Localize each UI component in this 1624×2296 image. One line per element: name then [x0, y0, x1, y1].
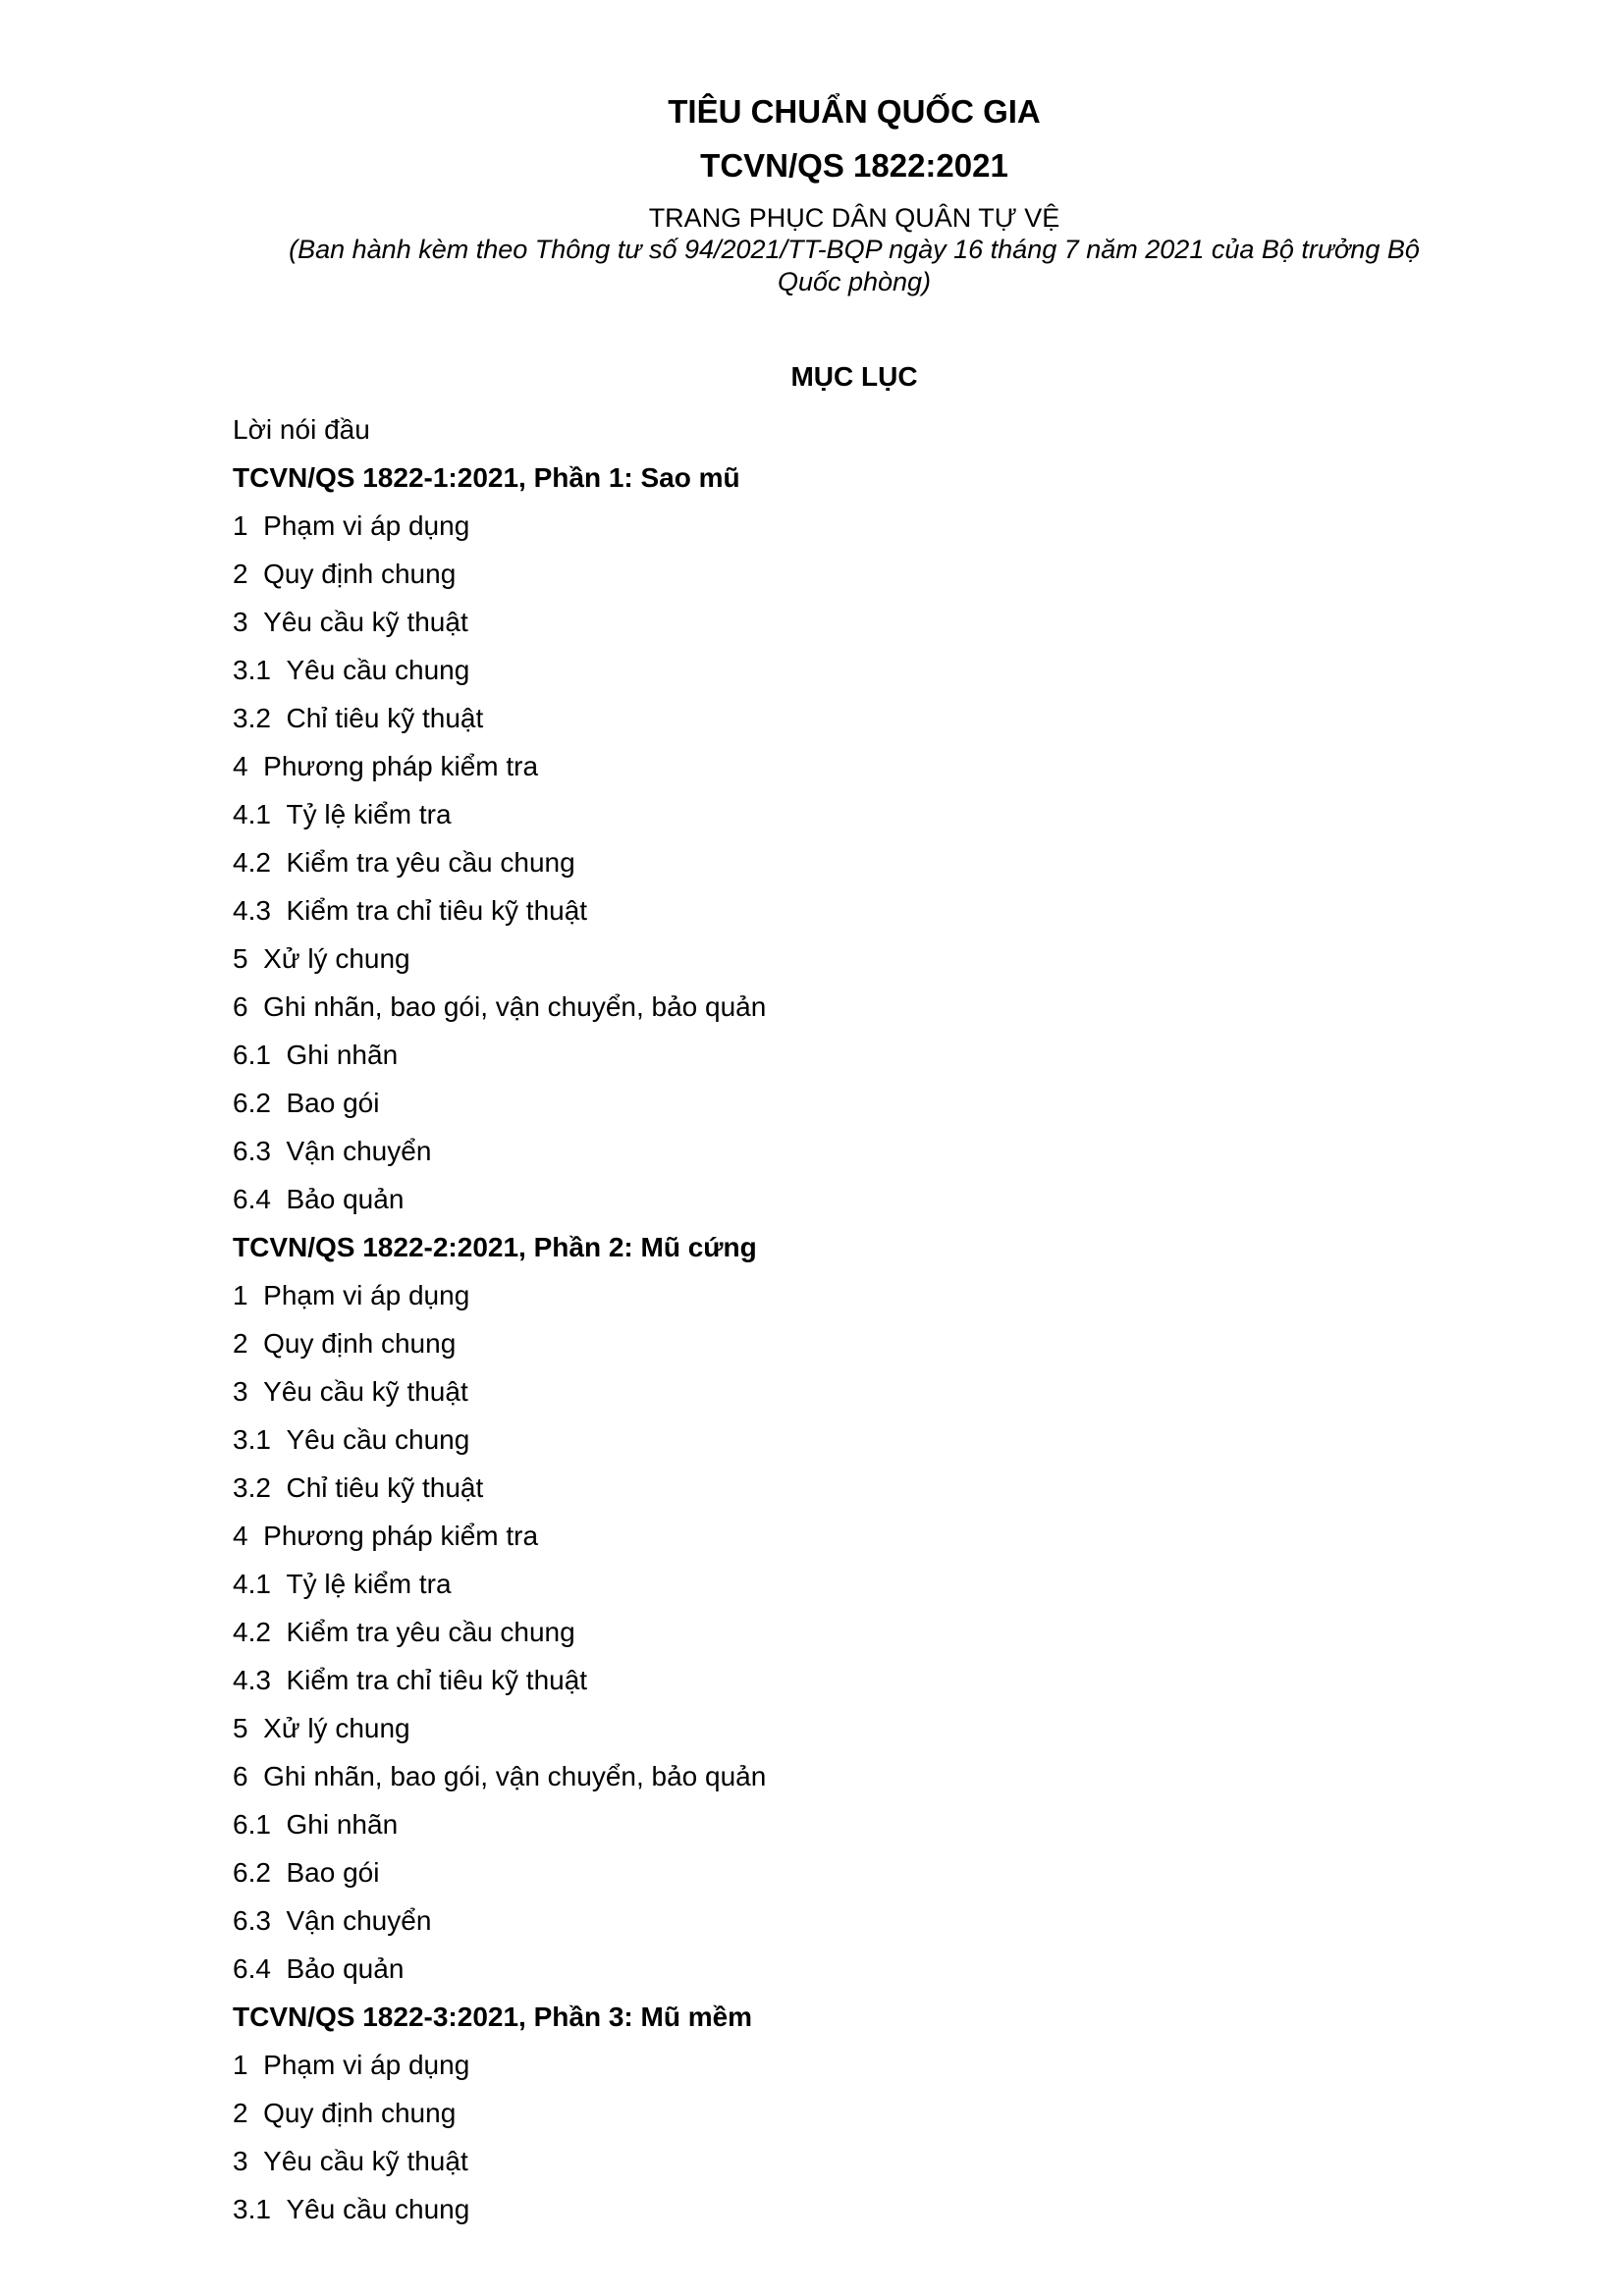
toc-entry-number: 6.2	[233, 1088, 271, 1118]
toc-entry-number: 6.2	[233, 1857, 271, 1888]
toc-entry	[233, 1175, 1411, 1223]
toc-entry	[233, 2185, 1411, 2233]
toc-entry	[233, 2089, 1411, 2137]
toc-entry-text: Vận chuyển	[286, 1136, 432, 1166]
toc-entry	[233, 934, 1411, 983]
toc-entry-text: Ghi nhãn	[286, 1809, 399, 1840]
toc-entry-text: Kiểm tra yêu cầu chung	[286, 847, 575, 878]
toc-entry-number: 2	[233, 1328, 248, 1359]
toc-entry	[233, 1127, 1411, 1175]
toc-entry	[233, 1656, 1411, 1704]
toc-entry	[233, 2137, 1411, 2185]
toc-entry	[233, 598, 1411, 646]
toc-entry-number: 6.3	[233, 1136, 271, 1166]
toc-entry	[233, 1031, 1411, 1079]
toc-entry	[233, 502, 1411, 550]
toc-entry-number: 3.1	[233, 2194, 271, 2224]
toc-entry	[233, 1608, 1411, 1656]
toc-entry-text: Quy định chung	[263, 2098, 457, 2128]
toc-entry-text: Tỷ lệ kiểm tra	[286, 1569, 452, 1599]
toc-entry-number: 2	[233, 2098, 248, 2128]
toc-entry-number: 5	[233, 943, 248, 974]
toc-entry-number: 3	[233, 1376, 248, 1407]
toc-entry	[233, 1848, 1411, 1896]
toc-entry-number: 4	[233, 751, 248, 781]
toc-entry	[233, 886, 1411, 934]
toc-heading: MỤC LỤC	[790, 361, 918, 392]
toc-entry-text: Lời nói đầu	[233, 414, 370, 445]
toc-entry-text: Ghi nhãn, bao gói, vận chuyển, bảo quản	[263, 991, 767, 1022]
toc-entry-text: Bảo quản	[286, 1184, 405, 1214]
toc-entry	[233, 694, 1411, 742]
toc-entry	[233, 1319, 1411, 1367]
toc-entry	[233, 550, 1411, 598]
toc-entry-text: Ghi nhãn	[286, 1040, 399, 1070]
standard-subtitle: TRANG PHỤC DÂN QUÂN TỰ VỆ	[648, 203, 1060, 233]
toc-entry-text: Phương pháp kiểm tra	[263, 1521, 539, 1551]
toc-entry-text: Xử lý chung	[263, 943, 410, 974]
toc-list	[233, 405, 1411, 2233]
toc-entry-text: TCVN/QS 1822-2:2021, Phần 2: Mũ cứng	[233, 1232, 757, 1262]
toc-entry-text: Kiểm tra chỉ tiêu kỹ thuật	[286, 1665, 588, 1695]
toc-entry-text: TCVN/QS 1822-1:2021, Phần 1: Sao mũ	[233, 462, 740, 493]
toc-entry-number: 4.3	[233, 1665, 271, 1695]
toc-entry-text: Yêu cầu chung	[286, 1424, 470, 1455]
toc-entry-text: Yêu cầu kỹ thuật	[263, 2146, 468, 2176]
toc-entry-text: Phương pháp kiểm tra	[263, 751, 539, 781]
toc-entry-text: Quy định chung	[263, 559, 457, 589]
toc-entry-number: 3.2	[233, 703, 271, 733]
issued-note: (Ban hành kèm theo Thông tư số 94/2021/TT-BQP ngày 16 tháng 7 năm 2021 của Bộ trưởng Bộ Quốc phòng)	[289, 235, 1420, 296]
standard-code: TCVN/QS 1822:2021	[700, 147, 1008, 184]
toc-entry-number: 4.2	[233, 847, 271, 878]
toc-entry	[233, 1896, 1411, 1945]
toc-entry-number: 1	[233, 2050, 248, 2080]
toc-entry-text: Yêu cầu chung	[286, 2194, 470, 2224]
toc-entry	[233, 1945, 1411, 1993]
toc-entry-number: 4.2	[233, 1617, 271, 1647]
toc-entry-number: 6.4	[233, 1184, 271, 1214]
toc-entry-number: 2	[233, 559, 248, 589]
toc-entry-number: 4	[233, 1521, 248, 1551]
toc-entry-number: 4.3	[233, 895, 271, 926]
standard-title: TIÊU CHUẨN QUỐC GIA	[668, 93, 1041, 130]
toc-entry	[233, 1079, 1411, 1127]
toc-entry	[233, 983, 1411, 1031]
toc-entry-text: Bao gói	[286, 1857, 380, 1888]
toc-entry-text: Chỉ tiêu kỹ thuật	[286, 1472, 484, 1503]
toc-entry-number: 3	[233, 2146, 248, 2176]
toc-entry-text: Chỉ tiêu kỹ thuật	[286, 703, 484, 733]
toc-entry	[233, 1752, 1411, 1800]
toc-entry-number: 3	[233, 607, 248, 637]
toc-entry-number: 6	[233, 991, 248, 1022]
toc-entry-text: Phạm vi áp dụng	[263, 510, 470, 541]
toc-entry	[233, 838, 1411, 886]
toc-entry-number: 6.4	[233, 1953, 271, 1984]
toc-entry	[233, 1415, 1411, 1464]
toc-entry-text: Yêu cầu kỹ thuật	[263, 1376, 468, 1407]
toc-entry-text: Bảo quản	[286, 1953, 405, 1984]
toc-part-heading	[233, 454, 1411, 502]
toc-entry-text: Yêu cầu chung	[286, 655, 470, 685]
toc-entry-number: 6	[233, 1761, 248, 1791]
toc-entry-text: Kiểm tra chỉ tiêu kỹ thuật	[286, 895, 588, 926]
toc-entry-text: Tỷ lệ kiểm tra	[286, 799, 452, 829]
toc-entry-text: Phạm vi áp dụng	[263, 1280, 470, 1310]
toc-entry-number: 3.2	[233, 1472, 271, 1503]
toc-entry-number: 1	[233, 1280, 248, 1310]
toc-entry-text: Vận chuyển	[286, 1905, 432, 1936]
toc-entry	[233, 1367, 1411, 1415]
toc-entry-number: 3.1	[233, 1424, 271, 1455]
toc-entry-text: Quy định chung	[263, 1328, 457, 1359]
toc-entry-text: Ghi nhãn, bao gói, vận chuyển, bảo quản	[263, 1761, 767, 1791]
toc-entry	[233, 405, 1411, 454]
toc-entry	[233, 1800, 1411, 1848]
toc-entry	[233, 1704, 1411, 1752]
toc-entry-number: 5	[233, 1713, 248, 1743]
toc-entry-text: Yêu cầu kỹ thuật	[263, 607, 468, 637]
toc-entry-number: 6.1	[233, 1040, 271, 1070]
toc-entry-number: 4.1	[233, 1569, 271, 1599]
toc-entry	[233, 1271, 1411, 1319]
toc-entry-text: Bao gói	[286, 1088, 380, 1118]
toc-entry-number: 6.3	[233, 1905, 271, 1936]
toc-entry-number: 3.1	[233, 655, 271, 685]
toc-part-heading	[233, 1223, 1411, 1271]
toc-entry	[233, 1512, 1411, 1560]
toc-entry-text: TCVN/QS 1822-3:2021, Phần 3: Mũ mềm	[233, 2002, 753, 2032]
toc-entry	[233, 790, 1411, 838]
toc-entry-text: Xử lý chung	[263, 1713, 410, 1743]
toc-entry	[233, 646, 1411, 694]
toc-entry	[233, 1560, 1411, 1608]
toc-entry	[233, 742, 1411, 790]
toc-entry-number: 6.1	[233, 1809, 271, 1840]
toc-entry-number: 1	[233, 510, 248, 541]
toc-entry	[233, 2041, 1411, 2089]
toc-entry	[233, 1464, 1411, 1512]
toc-entry-text: Phạm vi áp dụng	[263, 2050, 470, 2080]
toc-part-heading	[233, 1993, 1411, 2041]
toc-entry-number: 4.1	[233, 799, 271, 829]
toc-entry-text: Kiểm tra yêu cầu chung	[286, 1617, 575, 1647]
